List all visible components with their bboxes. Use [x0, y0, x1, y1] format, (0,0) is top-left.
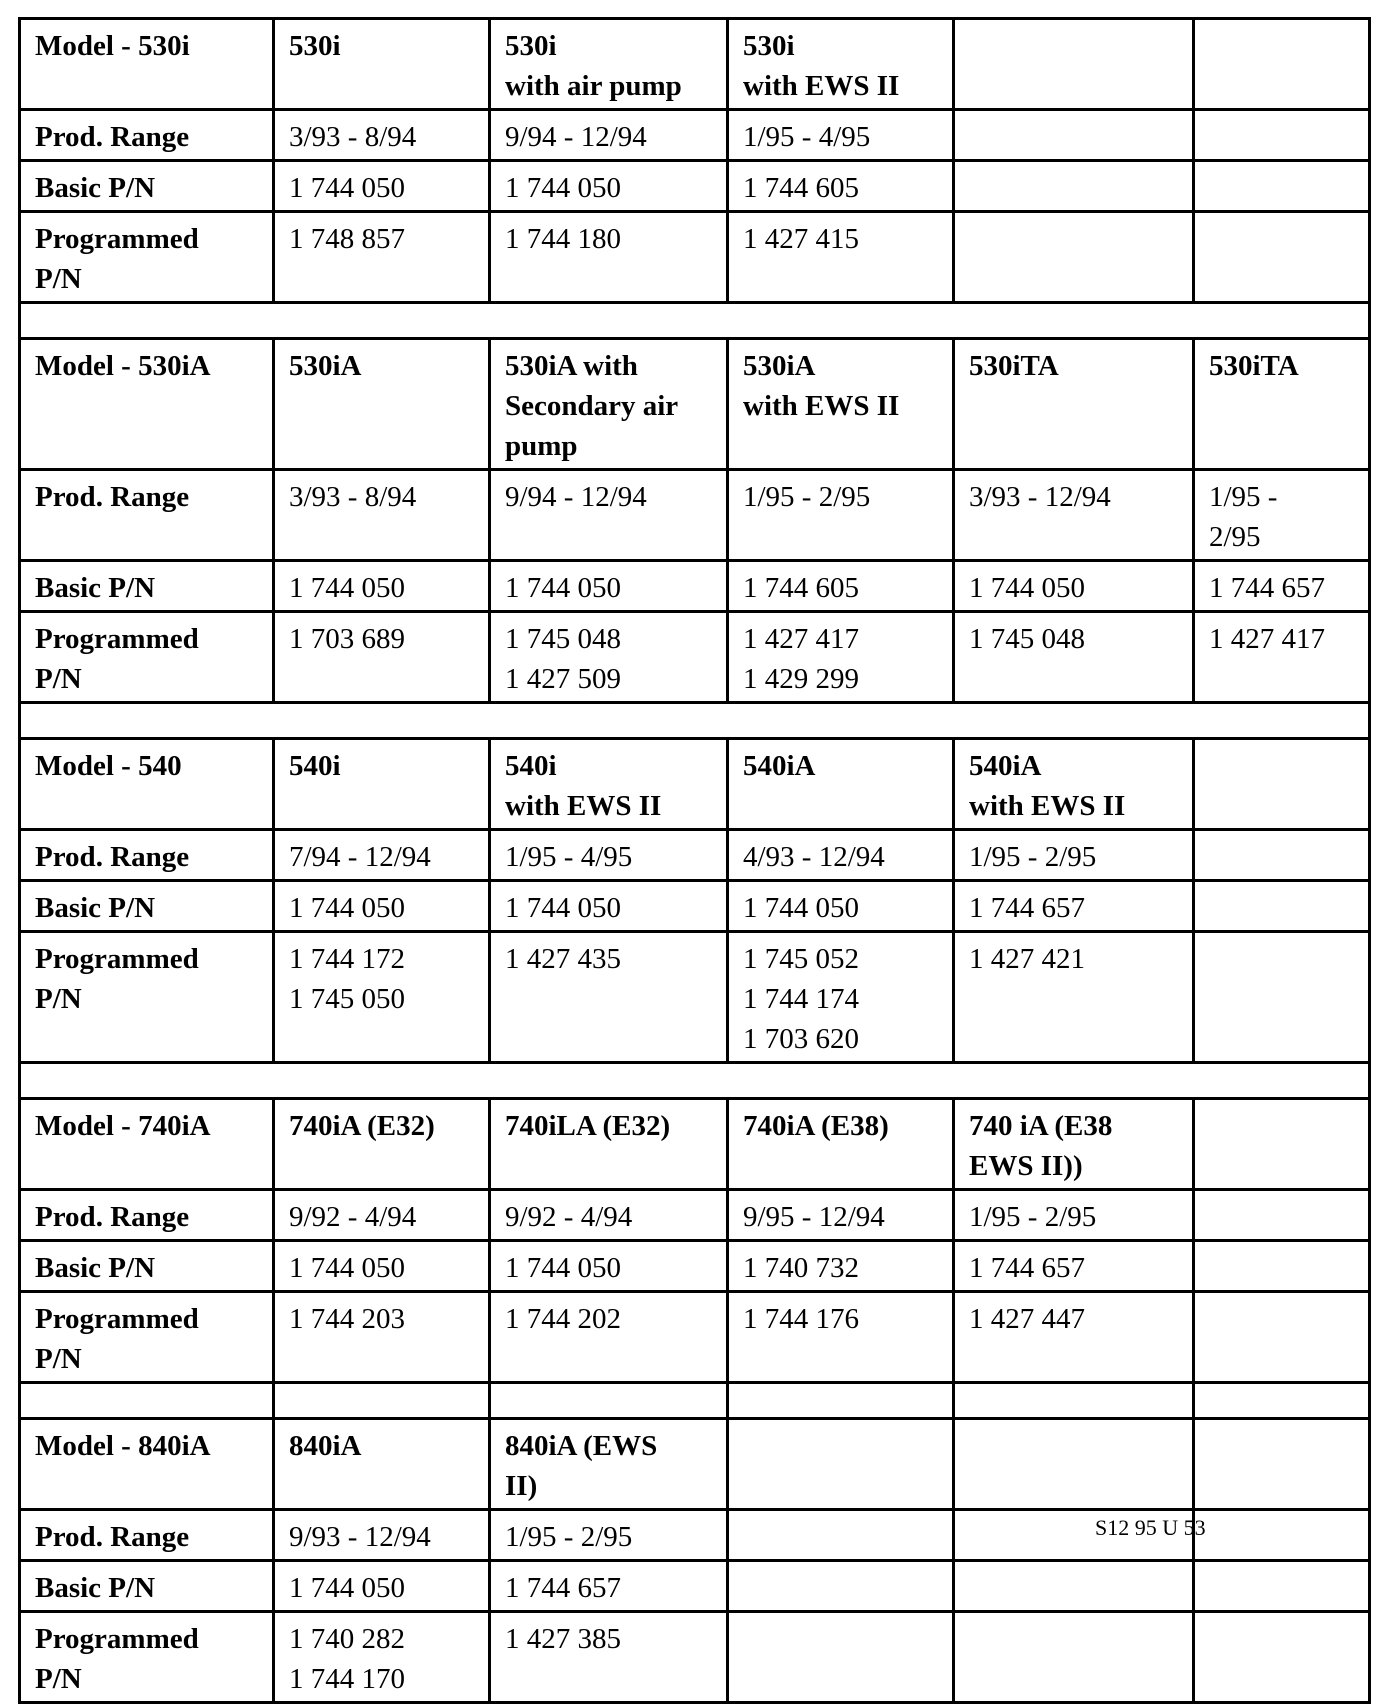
cell-line [969, 1426, 1180, 1466]
value-cell [728, 881, 954, 932]
variant-header-cell [490, 19, 728, 110]
model-header-row [20, 1099, 1370, 1190]
value-cell [954, 1561, 1194, 1612]
cell-line: 1 744 050 [505, 572, 621, 604]
value-cell [1194, 1241, 1370, 1292]
cell-line: with EWS II [743, 70, 900, 102]
table-row [20, 161, 1370, 212]
cell-line: 540iA [969, 750, 1042, 782]
row-label-cell [20, 470, 274, 561]
value-cell [274, 1241, 490, 1292]
section-spacer-row [20, 1063, 1370, 1099]
cell-line: Model - 840iA [35, 1430, 211, 1462]
value-cell [954, 1241, 1194, 1292]
cell-line: 1 744 176 [743, 1303, 859, 1335]
cell-line: 1 427 417 [1209, 623, 1325, 655]
cell-line [1209, 837, 1356, 877]
value-cell [274, 932, 490, 1063]
value-cell [728, 1190, 954, 1241]
cell-line: 1 427 385 [505, 1623, 621, 1655]
value-cell [490, 561, 728, 612]
value-cell [274, 830, 490, 881]
cell-line [1209, 1619, 1356, 1659]
row-label-cell [20, 1612, 274, 1703]
value-cell [954, 470, 1194, 561]
table-row [20, 1292, 1370, 1383]
cell-line: Prod. Range [35, 121, 190, 153]
model-name-cell [20, 1099, 274, 1190]
cell-line: 1 744 202 [505, 1303, 621, 1335]
value-cell [954, 1292, 1194, 1383]
cell-line: 1 744 050 [505, 892, 621, 924]
table-row [20, 1612, 1370, 1703]
cell-line: 1 744 050 [289, 572, 405, 604]
variant-header-cell [274, 19, 490, 110]
cell-line: 1 744 050 [743, 892, 859, 924]
model-name-cell [20, 739, 274, 830]
variant-header-cell [274, 1419, 490, 1510]
value-cell [490, 110, 728, 161]
cell-line: 1 740 282 [289, 1623, 405, 1655]
cell-line: 740iLA (E32) [505, 1110, 671, 1142]
cell-line: 840iA [289, 1430, 362, 1462]
cell-line [1209, 939, 1356, 979]
value-cell [1194, 881, 1370, 932]
cell-line: 530i [743, 30, 795, 62]
cell-line: 1 427 447 [969, 1303, 1085, 1335]
cell-line: 9/94 - 12/94 [505, 121, 647, 153]
value-cell [274, 212, 490, 303]
cell-line: 7/94 - 12/94 [289, 841, 431, 873]
spacer-cell [20, 1063, 1370, 1099]
value-cell [274, 881, 490, 932]
value-cell [490, 1510, 728, 1561]
value-cell [490, 830, 728, 881]
variant-header-cell [490, 739, 728, 830]
cell-line: with EWS II [505, 790, 662, 822]
cell-line: Basic P/N [35, 892, 156, 924]
section-spacer-row [20, 703, 1370, 739]
row-label-cell [20, 1292, 274, 1383]
row-label-cell [20, 1190, 274, 1241]
cell-line [743, 1568, 940, 1608]
value-cell [728, 1561, 954, 1612]
cell-line: 9/95 - 12/94 [743, 1201, 885, 1233]
row-label-cell [20, 110, 274, 161]
value-cell [728, 612, 954, 703]
cell-line [969, 168, 1180, 208]
cell-line [969, 117, 1180, 157]
value-cell [490, 161, 728, 212]
cell-line: 1 744 180 [505, 223, 621, 255]
cell-line: Basic P/N [35, 572, 156, 604]
model-name-cell [20, 339, 274, 470]
cell-line: 530iA with [505, 350, 638, 382]
cell-line: 1 744 657 [1209, 572, 1325, 604]
figure-code: S12 95 U 53 [1095, 1515, 1206, 1540]
cell-line: 1 703 620 [743, 1023, 859, 1055]
variant-header-cell [728, 1099, 954, 1190]
cell-line: P/N [35, 1663, 82, 1695]
variant-header-cell [1194, 1099, 1370, 1190]
value-cell [274, 110, 490, 161]
cell-line: with EWS II [743, 390, 900, 422]
row-label-cell [20, 1241, 274, 1292]
cell-line: 740iA (E38) [743, 1110, 889, 1142]
cell-line: 2/95 [1209, 521, 1261, 553]
cell-line: 1/95 - [1209, 481, 1278, 513]
value-cell [1194, 1561, 1370, 1612]
cell-line: P/N [35, 1343, 82, 1375]
table-row [20, 212, 1370, 303]
spacer-cell [20, 703, 1370, 739]
spacer-cell [1194, 1383, 1370, 1419]
variant-header-cell [954, 339, 1194, 470]
variant-header-cell [728, 339, 954, 470]
value-cell [490, 932, 728, 1063]
cell-line [1209, 1248, 1356, 1288]
value-cell [1194, 110, 1370, 161]
cell-line: Programmed [35, 223, 199, 255]
variant-header-cell [728, 739, 954, 830]
value-cell [728, 212, 954, 303]
cell-line: 530i [289, 30, 341, 62]
spacer-cell [20, 303, 1370, 339]
cell-line: 1 703 689 [289, 623, 405, 655]
cell-line: 1 748 857 [289, 223, 405, 255]
cell-line: 3/93 - 8/94 [289, 121, 417, 153]
value-cell [274, 561, 490, 612]
model-header-row [20, 19, 1370, 110]
model-header-row [20, 339, 1370, 470]
table-row [20, 932, 1370, 1063]
cell-line: 1 744 050 [289, 1252, 405, 1284]
cell-line: 1 744 050 [969, 572, 1085, 604]
cell-line: 530iA [743, 350, 816, 382]
table-row [20, 881, 1370, 932]
value-cell [274, 470, 490, 561]
value-cell [728, 561, 954, 612]
value-cell [1194, 212, 1370, 303]
value-cell [954, 881, 1194, 932]
value-cell [1194, 1292, 1370, 1383]
value-cell [954, 161, 1194, 212]
cell-line [1209, 1299, 1356, 1339]
variant-header-cell [954, 19, 1194, 110]
table-row [20, 561, 1370, 612]
value-cell [728, 932, 954, 1063]
variant-header-cell [1194, 339, 1370, 470]
cell-line: with air pump [505, 70, 682, 102]
cell-line [1209, 1517, 1356, 1557]
cell-line: P/N [35, 263, 82, 295]
variant-header-cell [274, 739, 490, 830]
value-cell [274, 612, 490, 703]
cell-line [1209, 1106, 1356, 1146]
value-cell [1194, 561, 1370, 612]
cell-line: Programmed [35, 1623, 199, 1655]
value-cell [274, 1510, 490, 1561]
cell-line: with EWS II [969, 790, 1126, 822]
spacer-cell [274, 1383, 490, 1419]
row-label-cell [20, 1561, 274, 1612]
model-name-cell [20, 1419, 274, 1510]
cell-line: 1/95 - 2/95 [743, 481, 871, 513]
cell-line: 1 744 050 [289, 892, 405, 924]
row-label-cell [20, 830, 274, 881]
cell-line: 9/92 - 4/94 [289, 1201, 417, 1233]
cell-line: 1 745 052 [743, 943, 859, 975]
value-cell [274, 1190, 490, 1241]
value-cell [1194, 470, 1370, 561]
cell-line: 540i [289, 750, 341, 782]
value-cell [274, 1612, 490, 1703]
cell-line [1209, 26, 1356, 66]
parts-table-body [20, 19, 1370, 1703]
cell-line: 3/93 - 8/94 [289, 481, 417, 513]
value-cell [728, 1510, 954, 1561]
value-cell [490, 612, 728, 703]
table-row [20, 612, 1370, 703]
variant-header-cell [954, 1099, 1194, 1190]
cell-line [1209, 746, 1356, 786]
cell-line: 1 745 050 [289, 983, 405, 1015]
cell-line: Basic P/N [35, 1252, 156, 1284]
value-cell [1194, 830, 1370, 881]
spacer-cell [954, 1383, 1194, 1419]
cell-line: 1 744 605 [743, 172, 859, 204]
value-cell [1194, 612, 1370, 703]
value-cell [954, 1190, 1194, 1241]
cell-line: 4/93 - 12/94 [743, 841, 885, 873]
cell-line: 1 744 657 [505, 1572, 621, 1604]
cell-line: 530iTA [969, 350, 1059, 382]
table-row [20, 110, 1370, 161]
cell-line: P/N [35, 663, 82, 695]
cell-line: 1 427 435 [505, 943, 621, 975]
variant-header-cell [490, 1099, 728, 1190]
cell-line: 9/92 - 4/94 [505, 1201, 633, 1233]
value-cell [954, 110, 1194, 161]
cell-line [1209, 117, 1356, 157]
model-name-cell [20, 19, 274, 110]
value-cell [274, 1561, 490, 1612]
cell-line: 1 427 421 [969, 943, 1085, 975]
row-label-cell [20, 1510, 274, 1561]
variant-header-cell [490, 339, 728, 470]
cell-line [969, 1619, 1180, 1659]
row-label-cell [20, 212, 274, 303]
cell-line: Prod. Range [35, 1201, 190, 1233]
spacer-cell [728, 1383, 954, 1419]
cell-line: 540i [505, 750, 557, 782]
value-cell [954, 1612, 1194, 1703]
cell-line: P/N [35, 983, 82, 1015]
cell-line: Programmed [35, 1303, 199, 1335]
value-cell [1194, 932, 1370, 1063]
value-cell [1194, 1510, 1370, 1561]
row-label-cell [20, 161, 274, 212]
cell-line [1209, 888, 1356, 928]
spacer-cell [20, 1383, 274, 1419]
cell-line: 1 427 509 [505, 663, 621, 695]
value-cell [490, 212, 728, 303]
row-label-cell [20, 932, 274, 1063]
model-header-row [20, 739, 1370, 830]
value-cell [1194, 161, 1370, 212]
cell-line: 1 429 299 [743, 663, 859, 695]
model-header-row [20, 1419, 1370, 1510]
variant-header-cell [1194, 19, 1370, 110]
value-cell [274, 161, 490, 212]
value-cell [728, 110, 954, 161]
cell-line: 1/95 - 2/95 [969, 1201, 1097, 1233]
value-cell [728, 470, 954, 561]
value-cell [728, 1612, 954, 1703]
cell-line: 740iA (E32) [289, 1110, 435, 1142]
cell-line: 1/95 - 4/95 [505, 841, 633, 873]
cell-line: 9/94 - 12/94 [505, 481, 647, 513]
value-cell [728, 1241, 954, 1292]
cell-line: Model - 740iA [35, 1110, 211, 1142]
cell-line: EWS II)) [969, 1150, 1083, 1182]
value-cell [954, 612, 1194, 703]
value-cell [490, 470, 728, 561]
cell-line: 1/95 - 2/95 [505, 1521, 633, 1553]
cell-line: 1 744 174 [743, 983, 859, 1015]
cell-line: 1 744 605 [743, 572, 859, 604]
cell-line: Model - 530i [35, 30, 190, 62]
cell-line: 1 744 050 [505, 172, 621, 204]
cell-line: 530i [505, 30, 557, 62]
cell-line: 840iA (EWS [505, 1430, 658, 1462]
row-label-cell [20, 561, 274, 612]
cell-line: 1 744 050 [289, 1572, 405, 1604]
row-label-cell [20, 881, 274, 932]
cell-line: II) [505, 1470, 538, 1502]
value-cell [954, 830, 1194, 881]
value-cell [490, 1612, 728, 1703]
value-cell [1194, 1190, 1370, 1241]
variant-header-cell [274, 1099, 490, 1190]
value-cell [954, 561, 1194, 612]
variant-header-cell [728, 1419, 954, 1510]
cell-line [969, 219, 1180, 259]
table-row [20, 470, 1370, 561]
cell-line: Prod. Range [35, 1521, 190, 1553]
cell-line: Prod. Range [35, 481, 190, 513]
parts-table [18, 17, 1371, 1704]
value-cell [728, 830, 954, 881]
variant-header-cell [954, 1419, 1194, 1510]
value-cell [954, 932, 1194, 1063]
cell-line: Secondary air [505, 390, 679, 422]
table-row [20, 1190, 1370, 1241]
row-label-cell [20, 612, 274, 703]
spacer-cell [490, 1383, 728, 1419]
cell-line: Prod. Range [35, 841, 190, 873]
cell-line [1209, 219, 1356, 259]
cell-line: 3/93 - 12/94 [969, 481, 1111, 513]
cell-line: Programmed [35, 943, 199, 975]
value-cell [490, 1292, 728, 1383]
cell-line: Model - 530iA [35, 350, 211, 382]
variant-header-cell [954, 739, 1194, 830]
value-cell [490, 1241, 728, 1292]
cell-line: 1 744 170 [289, 1663, 405, 1695]
value-cell [728, 161, 954, 212]
value-cell [1194, 1612, 1370, 1703]
cell-line: 1 744 050 [505, 1252, 621, 1284]
cell-line: 1 740 732 [743, 1252, 859, 1284]
cell-line: 1 427 417 [743, 623, 859, 655]
variant-header-cell [274, 339, 490, 470]
cell-line: Programmed [35, 623, 199, 655]
cell-line [1209, 1568, 1356, 1608]
cell-line: 1 744 657 [969, 892, 1085, 924]
value-cell [728, 1292, 954, 1383]
cell-line: Model - 540 [35, 750, 182, 782]
variant-header-cell [1194, 739, 1370, 830]
variant-header-cell [728, 19, 954, 110]
cell-line [1209, 1426, 1356, 1466]
cell-line [743, 1619, 940, 1659]
value-cell [274, 1292, 490, 1383]
cell-line [743, 1517, 940, 1557]
cell-line: 1 744 050 [289, 172, 405, 204]
section-spacer-row [20, 303, 1370, 339]
cell-line: 1 745 048 [505, 623, 621, 655]
table-row [20, 1241, 1370, 1292]
cell-line: 9/93 - 12/94 [289, 1521, 431, 1553]
variant-header-cell [1194, 1419, 1370, 1510]
cell-line [1209, 1197, 1356, 1237]
cell-line: 1/95 - 2/95 [969, 841, 1097, 873]
table-row [20, 830, 1370, 881]
variant-header-cell [490, 1419, 728, 1510]
cell-line: 540iA [743, 750, 816, 782]
section-spacer-row [20, 1383, 1370, 1419]
cell-line: 1 744 172 [289, 943, 405, 975]
cell-line: 530iA [289, 350, 362, 382]
cell-line [743, 1426, 940, 1466]
cell-line: 1 745 048 [969, 623, 1085, 655]
table-row [20, 1561, 1370, 1612]
cell-line [969, 1568, 1180, 1608]
cell-line: 1 427 415 [743, 223, 859, 255]
value-cell [490, 1190, 728, 1241]
cell-line: 1/95 - 4/95 [743, 121, 871, 153]
cell-line [969, 26, 1180, 66]
cell-line: Basic P/N [35, 172, 156, 204]
cell-line: 1 744 203 [289, 1303, 405, 1335]
cell-line [1209, 168, 1356, 208]
value-cell [490, 881, 728, 932]
cell-line: Basic P/N [35, 1572, 156, 1604]
cell-line: 740 iA (E38 [969, 1110, 1113, 1142]
cell-line: pump [505, 430, 578, 462]
value-cell [490, 1561, 728, 1612]
value-cell [954, 212, 1194, 303]
cell-line: 1 744 657 [969, 1252, 1085, 1284]
cell-line: 530iTA [1209, 350, 1299, 382]
